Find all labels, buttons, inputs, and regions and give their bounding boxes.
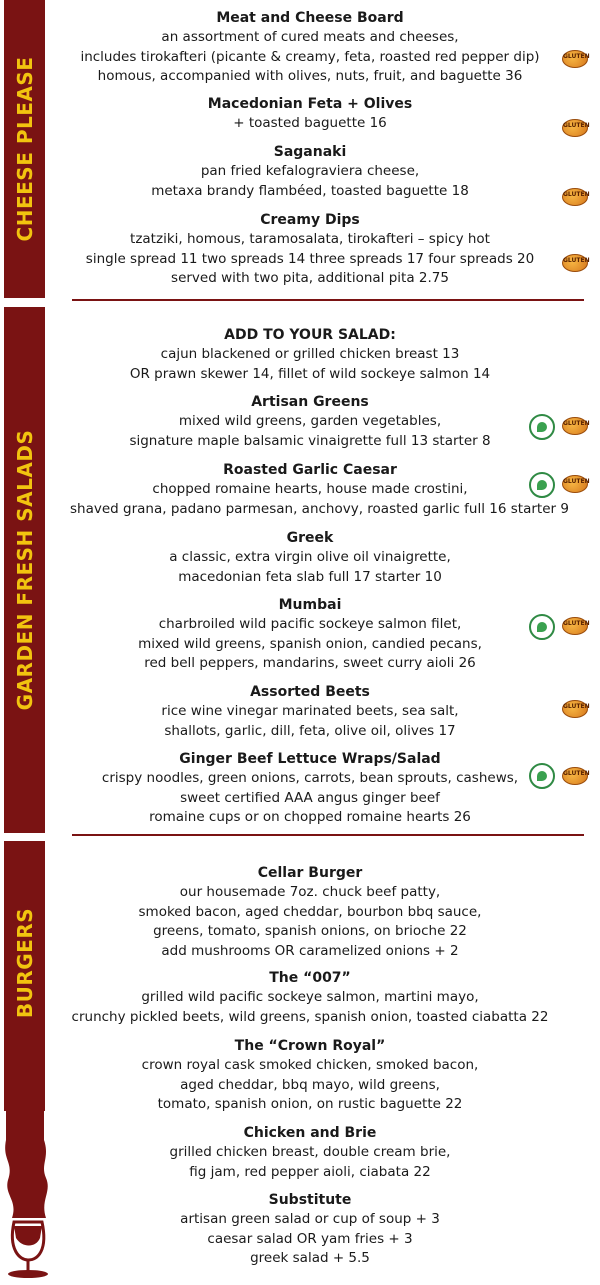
item-title: Creamy Dips xyxy=(260,212,360,228)
item-desc: aged cheddar, bbq mayo, wild greens, xyxy=(180,1076,440,1093)
item-desc: fig jam, red pepper aioli, ciabata 22 xyxy=(189,1163,431,1180)
item-desc: served with two pita, additional pita 2.75 xyxy=(171,270,449,286)
item-title: Greek xyxy=(286,530,334,546)
section-divider xyxy=(72,834,584,836)
item-desc: crown royal cask smoked chicken, smoked bacon, xyxy=(141,1057,479,1073)
item-desc: grilled chicken breast, double cream brie, xyxy=(169,1144,451,1160)
item-title: The “Crown Royal” xyxy=(234,1038,386,1054)
section-title-burgers: BURGERS xyxy=(12,907,37,1018)
item-desc: rice wine vinegar marinated beets, sea salt, xyxy=(161,703,459,719)
menu-item-cellar-burger xyxy=(70,863,550,961)
item-desc: pan fried kefalograviera cheese, xyxy=(200,163,420,179)
item-desc: greek salad + 5.5 xyxy=(250,1250,370,1266)
item-title: ADD TO YOUR SALAD: xyxy=(224,327,396,343)
item-desc: metaxa brandy flambéed, toasted baguette 18 xyxy=(151,182,469,199)
item-desc: romaine cups or on chopped romaine hearts 26 xyxy=(149,809,471,825)
item-desc: chopped romaine hearts, house made crostini, xyxy=(152,481,468,497)
item-title: The “007” xyxy=(269,970,351,986)
item-desc: single spread 11 two spreads 14 three spreads 17 four spreads 20 xyxy=(85,250,535,267)
item-desc: caesar salad OR yam fries + 3 xyxy=(207,1230,413,1247)
item-desc: includes tirokafteri (picante & creamy, feta, roasted red pepper dip) xyxy=(80,48,540,65)
gluten-free-icon: GLUTEN xyxy=(562,50,588,68)
gluten-free-icon: GLUTEN xyxy=(562,767,588,785)
item-title: Meat and Cheese Board xyxy=(216,10,404,26)
item-title: Saganaki xyxy=(273,144,347,160)
item-desc: charbroiled wild pacific sockeye salmon filet, xyxy=(158,616,462,632)
item-desc: red bell peppers, mandarins, sweet curry aioli 26 xyxy=(144,655,476,671)
menu-item-crown-royal xyxy=(70,1036,550,1115)
section-title-salads: GARDEN FRESH SALADS xyxy=(12,429,37,711)
item-title: Chicken and Brie xyxy=(243,1125,377,1141)
item-desc: shaved grana, padano parmesan, anchovy, roasted garlic full 16 starter 9 xyxy=(70,500,569,517)
item-desc: + toasted baguette 16 xyxy=(233,115,387,131)
item-desc: cajun blackened or grilled chicken breast 13 xyxy=(160,346,460,362)
menu-item-chicken-brie xyxy=(70,1123,550,1182)
item-desc: macedonian feta slab full 17 starter 10 xyxy=(178,568,442,585)
gluten-free-icon: GLUTEN xyxy=(562,417,588,435)
section-band-burgers xyxy=(4,841,45,1111)
item-title: Substitute xyxy=(268,1192,352,1208)
item-desc: grilled wild pacific sockeye salmon, martini mayo, xyxy=(141,989,479,1005)
menu-item-greek xyxy=(70,528,550,587)
item-title: Cellar Burger xyxy=(257,865,363,881)
item-desc: smoked bacon, aged cheddar, bourbon bbq sauce, xyxy=(138,903,482,920)
item-desc: mixed wild greens, garden vegetables, xyxy=(178,413,442,429)
menu-item-007 xyxy=(70,968,550,1027)
item-desc: sweet certified AAA angus ginger beef xyxy=(180,789,440,806)
gluten-free-icon: GLUTEN xyxy=(562,617,588,635)
item-desc: homous, accompanied with olives, nuts, fruit, and baguette 36 xyxy=(97,68,523,84)
item-title: Macedonian Feta + Olives xyxy=(207,96,413,112)
item-title: Assorted Beets xyxy=(250,684,370,700)
vegetarian-icon xyxy=(529,414,555,440)
item-desc: artisan green salad or cup of soup + 3 xyxy=(180,1211,440,1227)
menu-item-creamy-dips xyxy=(70,210,550,289)
item-desc: signature maple balsamic vinaigrette full 13 starter 8 xyxy=(129,432,491,449)
item-title: Roasted Garlic Caesar xyxy=(223,462,397,478)
item-desc: an assortment of cured meats and cheeses, xyxy=(161,29,459,45)
item-title: Artisan Greens xyxy=(251,394,369,410)
vegetarian-icon xyxy=(529,472,555,498)
item-title: Mumbai xyxy=(278,597,342,613)
menu-item-artisan-greens xyxy=(70,392,550,451)
gluten-free-icon: GLUTEN xyxy=(562,700,588,718)
item-desc: crispy noodles, green onions, carrots, bean sprouts, cashews, xyxy=(101,770,519,786)
menu-item-saganaki xyxy=(70,142,550,201)
item-desc: mixed wild greens, spanish onion, candied pecans, xyxy=(138,635,482,652)
section-band-salads xyxy=(4,307,45,833)
gluten-free-icon: GLUTEN xyxy=(562,188,588,206)
menu-item-roasted-garlic-caesar xyxy=(70,460,569,519)
wine-glass-splash-icon xyxy=(0,1100,70,1280)
gluten-free-icon: GLUTEN xyxy=(562,254,588,272)
item-desc: shallots, garlic, dill, feta, olive oil, olives 17 xyxy=(164,722,456,739)
menu-item-assorted-beets xyxy=(70,682,550,741)
gluten-free-icon: GLUTEN xyxy=(562,475,588,493)
menu-item-substitute xyxy=(70,1190,550,1269)
vegetarian-icon xyxy=(529,614,555,640)
item-desc: crunchy pickled beets, wild greens, spanish onion, toasted ciabatta 22 xyxy=(71,1008,549,1025)
section-title-cheese: CHEESE PLEASE xyxy=(12,56,37,242)
gluten-free-icon: GLUTEN xyxy=(562,119,588,137)
menu-item-add-to-salad xyxy=(70,325,550,384)
item-title: Ginger Beef Lettuce Wraps/Salad xyxy=(179,751,441,767)
item-desc: our housemade 7oz. chuck beef patty, xyxy=(179,884,441,900)
vegetarian-icon xyxy=(529,763,555,789)
item-desc: tomato, spanish onion, on rustic baguette 22 xyxy=(157,1096,463,1112)
item-desc: a classic, extra virgin olive oil vinaigrette, xyxy=(169,549,451,565)
section-band-cheese xyxy=(4,0,45,298)
item-desc: add mushrooms OR caramelized onions + 2 xyxy=(161,942,459,959)
item-desc: tzatziki, homous, taramosalata, tirokafteri – spicy hot xyxy=(130,231,490,247)
item-desc: greens, tomato, spanish onions, on brioche 22 xyxy=(153,923,467,939)
section-divider xyxy=(72,299,584,301)
menu-item-mumbai xyxy=(70,595,550,674)
menu-item-feta-olives xyxy=(70,94,550,134)
item-desc: OR prawn skewer 14, fillet of wild sockeye salmon 14 xyxy=(129,365,491,382)
menu-item-meat-cheese-board xyxy=(70,8,550,87)
menu-item-ginger-beef xyxy=(70,749,550,828)
